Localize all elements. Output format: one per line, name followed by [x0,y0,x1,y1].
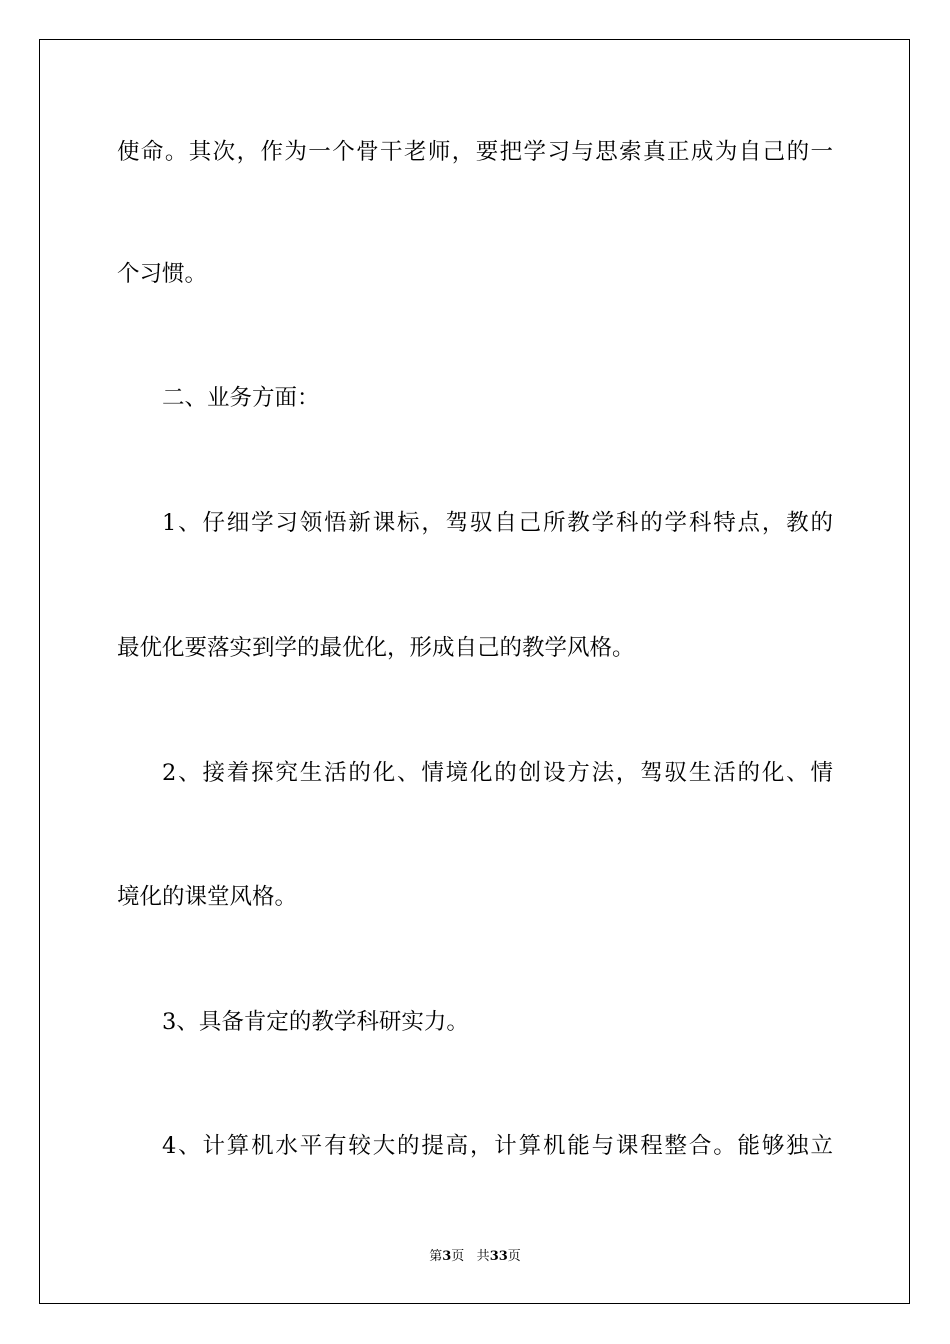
page-footer [0,1249,950,1265]
footer-page-number: 3 [442,1249,452,1264]
list-item-1-line-1: 1、仔细学习领悟新课标，驾驭自己所教学科的学科特点，教的 [162,510,833,536]
list-item-1-line-2: 最优化要落实到学的最优化，形成自己的教学风格。 [117,635,635,661]
footer-total-suffix: 页 [507,1249,521,1264]
list-item-2-line-2: 境化的课堂风格。 [117,884,298,910]
list-item-3: 3、具备肯定的教学科研实力。 [162,1009,469,1035]
body-line-2: 个习惯。 [117,261,208,287]
footer-page-prefix: 第 [429,1249,443,1264]
footer-total-pages: 33 [489,1249,508,1264]
body-line-1: 使命。其次，作为一个骨干老师，要把学习与思索真正成为自己的一 [117,139,833,165]
section-heading-business: 二、业务方面： [162,385,320,411]
footer-total-prefix: 共 [476,1249,490,1264]
page-border [39,39,910,1304]
list-item-4-line-1: 4、计算机水平有较大的提高，计算机能与课程整合。能够独立 [162,1133,833,1159]
footer-page-suffix: 页 [451,1249,465,1264]
list-item-2-line-1: 2、接着探究生活的化、情境化的创设方法，驾驭生活的化、情 [162,760,833,786]
